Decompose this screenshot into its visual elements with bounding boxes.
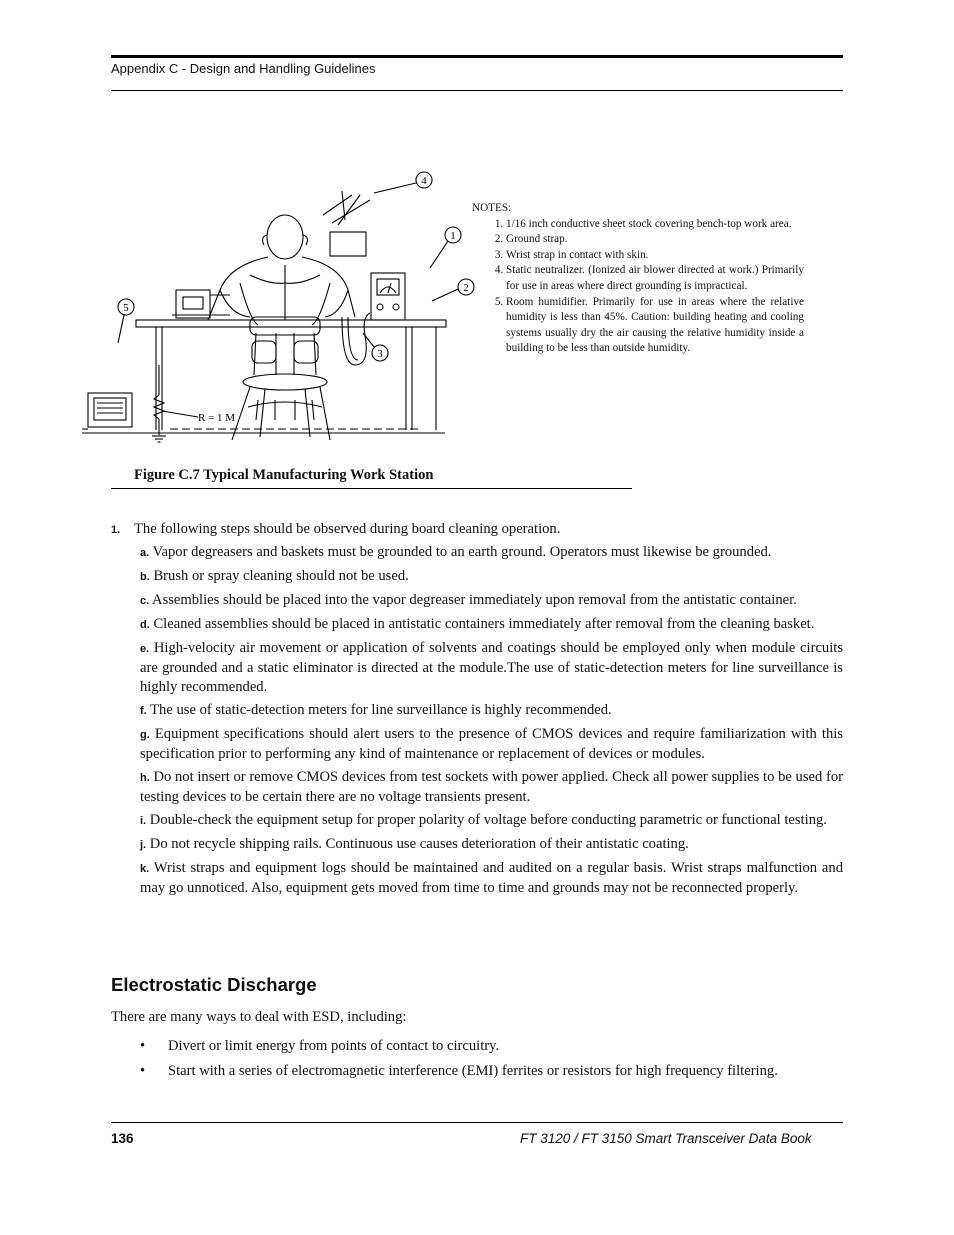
figure-caption-rule xyxy=(111,488,632,489)
item-letter: k. xyxy=(140,863,150,875)
step-item-i xyxy=(111,811,843,831)
header-top-rule xyxy=(111,55,843,58)
bench-instrument xyxy=(176,290,210,318)
callout-1: 1 xyxy=(450,230,456,242)
item-text: Equipment specifications should alert users to the presence of CMOS devices and require familiarization with this specification prior to performing any kind of maintenance or replacement of devices or modules. xyxy=(140,726,843,762)
running-header: Appendix C - Design and Handling Guidelines xyxy=(111,61,376,76)
figure-notes xyxy=(472,201,804,357)
step-item-f xyxy=(111,701,843,721)
item-text: Assemblies should be placed into the vapor degreaser immediately upon removal from the antistatic container. xyxy=(152,592,797,608)
item-letter: a. xyxy=(140,547,150,559)
item-letter: f. xyxy=(140,705,147,717)
item-letter: e. xyxy=(140,643,150,655)
item-text: High-velocity air movement or application of solvents and coatings should be employed only when module circuits are grounded and a static eliminator is directed at the module.The use of static-detection meters for line surveillance is highly recommended. xyxy=(140,640,844,695)
callout-3: 3 xyxy=(377,348,383,360)
notes-title: NOTES: xyxy=(472,202,512,214)
step-item-b xyxy=(111,567,843,587)
step-item-j xyxy=(111,835,843,855)
step-item-k xyxy=(111,859,843,898)
note-item: 4. Static neutralizer. (Ionized air blower directed at work.) Primarily for use in areas where direct grounding is impractical. xyxy=(506,263,804,294)
header-bottom-rule xyxy=(111,90,843,91)
note-item: 2. Ground strap. xyxy=(506,232,804,248)
bullet-symbol: • xyxy=(140,1063,146,1079)
item-text: Brush or spray cleaning should not be used. xyxy=(153,568,409,584)
section-heading: Electrostatic Discharge xyxy=(111,974,317,995)
item-text: Double-check the equipment setup for proper polarity of voltage before conducting parametric or functional testing. xyxy=(149,812,827,828)
step-item-h xyxy=(111,768,843,807)
step-item-e xyxy=(111,639,843,697)
footer-rule xyxy=(111,1122,843,1123)
bullet-text: Start with a series of electromagnetic interference (EMI) ferrites or resistors for high frequency filtering. xyxy=(168,1063,778,1079)
item-text: The use of static-detection meters for line surveillance is highly recommended. xyxy=(150,702,612,718)
item-text: Do not insert or remove CMOS devices from test sockets with power applied. Check all power supplies to be used for testing devices to be certain there are no voltage transients present. xyxy=(140,769,843,805)
step-item-g xyxy=(111,725,843,764)
step-1 xyxy=(111,520,843,539)
step-item-d xyxy=(111,615,843,635)
section-intro: There are many ways to deal with ESD, including: xyxy=(111,1009,407,1025)
step-item-c xyxy=(111,591,843,611)
note-item: 1. 1/16 inch conductive sheet stock covering bench-top work area. xyxy=(506,217,804,233)
resistor-label: R = 1 M xyxy=(198,412,236,424)
item-letter: g. xyxy=(140,729,150,741)
item-text: Cleaned assemblies should be placed in antistatic containers immediately after removal from the cleaning basket. xyxy=(153,616,815,632)
item-text: Wrist straps and equipment logs should be maintained and audited on a regular basis. Wrist straps malfunction and may go unnoticed. Also, equipment gets moved from time to time and grounds may not be reconnected properly. xyxy=(140,860,843,896)
callout-4: 4 xyxy=(421,175,427,187)
neutralizer-box xyxy=(330,232,366,256)
person-head xyxy=(267,215,303,259)
note-item: 3. Wrist strap in contact with skin. xyxy=(506,248,804,264)
page-number: 136 xyxy=(111,1131,134,1146)
item-text: Vapor degreasers and baskets must be grounded to an earth ground. Operators must likewise be grounded. xyxy=(152,544,772,560)
item-text: Do not recycle shipping rails. Continuous use causes deterioration of their antistatic coating. xyxy=(149,836,689,852)
callout-2: 2 xyxy=(463,282,469,294)
callout-5: 5 xyxy=(123,302,129,314)
item-letter: b. xyxy=(140,571,150,583)
item-letter: j. xyxy=(140,839,147,851)
bench-top xyxy=(136,320,446,327)
note-item: 5. Room humidifier. Primarily for use in areas where the relative humidity is less than 45%. Caution: building heating and cooling systems usually dry the air causing the relative humidity inside a building to be less than outside humidity. xyxy=(506,295,804,357)
book-title: FT 3120 / FT 3150 Smart Transceiver Data Book xyxy=(520,1131,812,1146)
bullet-text: Divert or limit energy from points of contact to circuitry. xyxy=(168,1038,500,1054)
item-letter: d. xyxy=(140,619,150,631)
step-number: 1. xyxy=(111,524,121,536)
step-item-a xyxy=(111,543,843,563)
cleaning-steps xyxy=(111,520,843,902)
item-letter: h. xyxy=(140,772,150,784)
item-letter: i. xyxy=(140,815,147,827)
item-letter: c. xyxy=(140,595,150,607)
bullet-symbol: • xyxy=(140,1038,146,1054)
step-intro: The following steps should be observed during board cleaning operation. xyxy=(134,521,561,537)
workstation-figure xyxy=(80,165,469,445)
figure-caption: Figure C.7 Typical Manufacturing Work Station xyxy=(134,467,434,483)
stool-seat xyxy=(243,374,327,390)
bench-meter xyxy=(371,273,405,320)
